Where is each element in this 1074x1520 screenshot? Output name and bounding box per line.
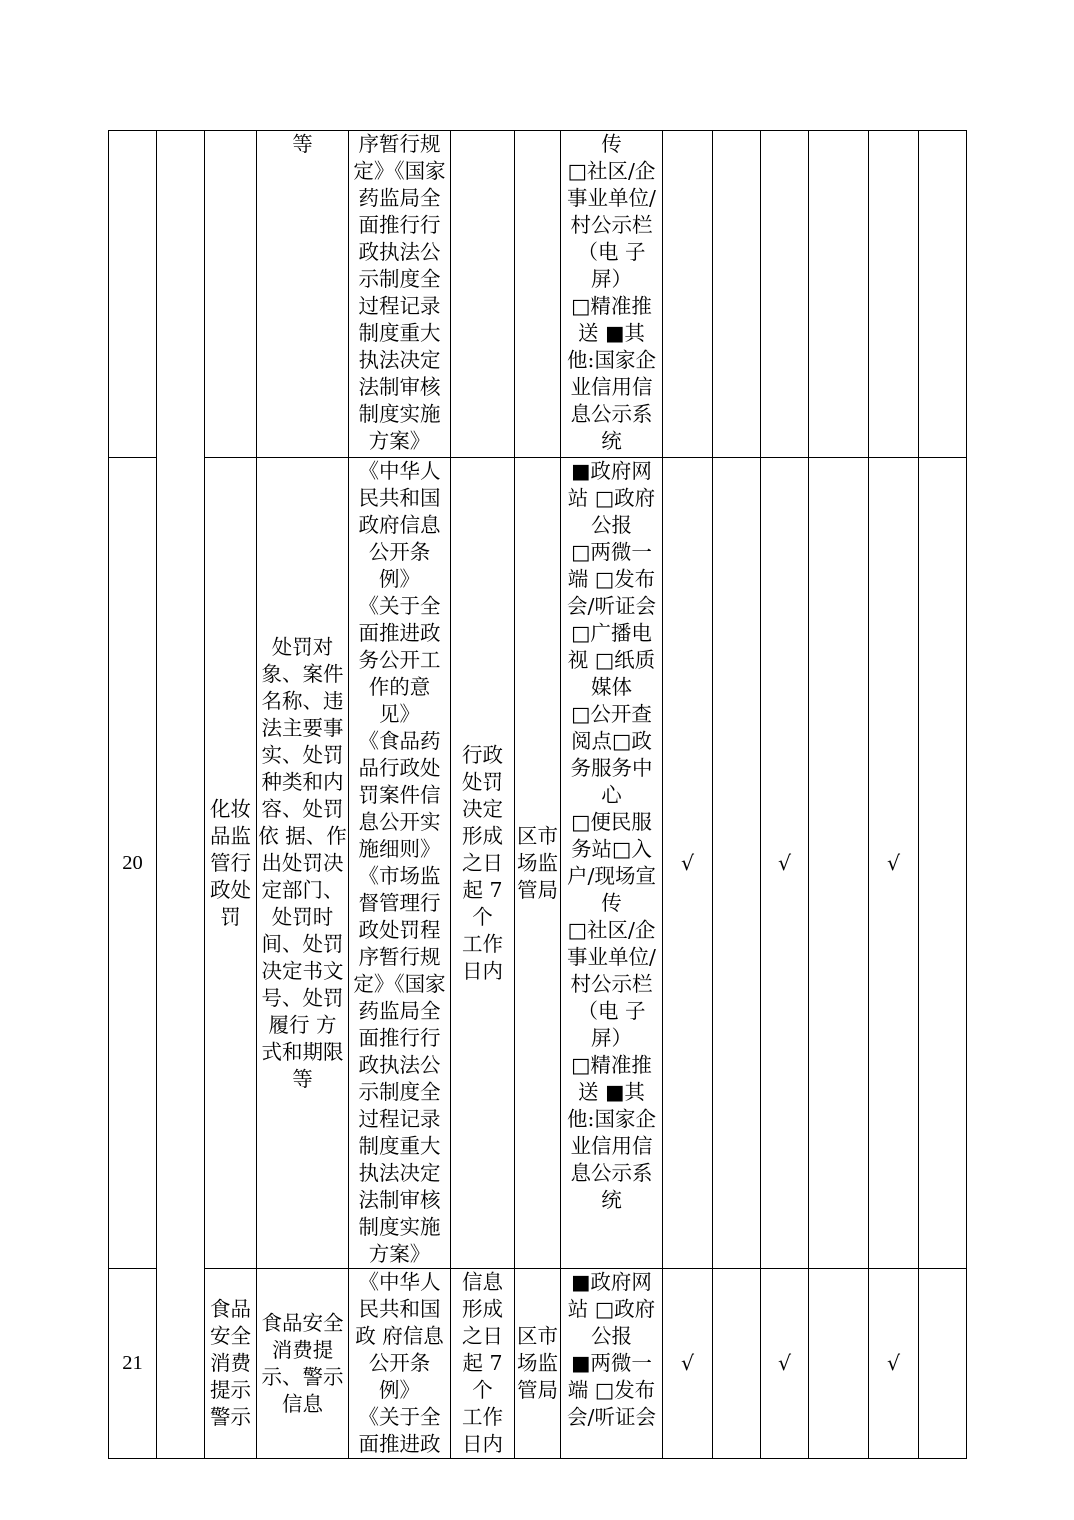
subject-cell: 化妆 品监 管行 政处 罚 xyxy=(205,458,257,1269)
channels-cell: ■政府网 站 □政府 公报 ■两微一 端 □发布 会/听证会 xyxy=(561,1269,663,1459)
check-mark: √ xyxy=(663,1269,713,1459)
row-number-cell: 21 xyxy=(109,1269,157,1459)
basis-cell: 序暂行规 定》《国家 药监局全 面推行行 政执法公 示制度全 过程记录 制度重大 执法决定 法制审核 制度实施 方案》 xyxy=(349,131,451,458)
check-mark: √ xyxy=(761,458,809,1269)
time-limit-cell: 信息 形成 之日 起 7 个 工作 日内 xyxy=(451,1269,515,1459)
department-cell xyxy=(515,131,561,458)
mark-cell xyxy=(761,131,809,458)
content-cell: 食品安全 消费提 示、警示 信息 xyxy=(257,1269,349,1459)
mark-cell xyxy=(663,131,713,458)
mark-cell xyxy=(869,131,919,458)
category-cell xyxy=(157,131,205,1459)
mark-cell xyxy=(713,1269,761,1459)
mark-cell xyxy=(919,131,967,458)
mark-cell xyxy=(809,458,869,1269)
check-mark: √ xyxy=(663,458,713,1269)
department-cell: 区市 场监 管局 xyxy=(515,458,561,1269)
table-row xyxy=(109,131,967,458)
mark-cell xyxy=(919,458,967,1269)
time-limit-cell: 行政 处罚 决定 形成 之日 起 7 个 工作 日内 xyxy=(451,458,515,1269)
mark-cell xyxy=(809,131,869,458)
mark-cell xyxy=(713,131,761,458)
channels-cell: ■政府网 站 □政府 公报 □两微一 端 □发布 会/听证会 □广播电 视 □纸质 媒体 □公开查 阅点□政 务服务中 心 □便民服 务站□入 户/现场宣 传 □社区/企 事业单位/ 村公示栏 （电 子 屏） □精准推 送 ■其 他:国家企 业信用信 息公示系 统 xyxy=(561,458,663,1269)
mark-cell xyxy=(713,458,761,1269)
check-mark: √ xyxy=(761,1269,809,1459)
basis-cell: 《中华人 民共和国 政府信息 公开条例》 《关于全 面推进政 务公开工 作的意见》 《食品药 品行政处 罚案件信 息公开实 施细则》 《市场监 督管理行 政处罚程 序暂行规 定》《国家 药监局全 面推行行 政执法公 示制度全 过程记录 制度重大 执法决定 法制审核 制度实施 方案》 xyxy=(349,458,451,1269)
department-cell: 区市 场监 管局 xyxy=(515,1269,561,1459)
time-limit-cell xyxy=(451,131,515,458)
row-number-cell xyxy=(109,131,157,458)
table-row xyxy=(109,1269,967,1459)
content-cell: 等 xyxy=(257,131,349,458)
content-cell: 处罚对 象、案件 名称、违 法主要事 实、处罚 种类和内 容、处罚 依 据、作 出处罚决 定部门、 处罚时 间、处罚 决定书文 号、处罚 履行 方 式和期限 等 xyxy=(257,458,349,1269)
row-number-cell: 20 xyxy=(109,458,157,1269)
check-mark: √ xyxy=(869,1269,919,1459)
disclosure-table xyxy=(108,130,967,1459)
mark-cell xyxy=(919,1269,967,1459)
check-mark: √ xyxy=(869,458,919,1269)
table-row xyxy=(109,458,967,1269)
channels-cell: 传 □社区/企 事业单位/ 村公示栏 （电 子 屏） □精准推 送 ■其 他:国家企 业信用信 息公示系 统 xyxy=(561,131,663,458)
mark-cell xyxy=(809,1269,869,1459)
subject-cell: 食品 安全 消费 提示 警示 xyxy=(205,1269,257,1459)
subject-cell xyxy=(205,131,257,458)
basis-cell: 《中华人 民共和国 政 府信息 公开条例》 《关于全 面推进政 xyxy=(349,1269,451,1459)
